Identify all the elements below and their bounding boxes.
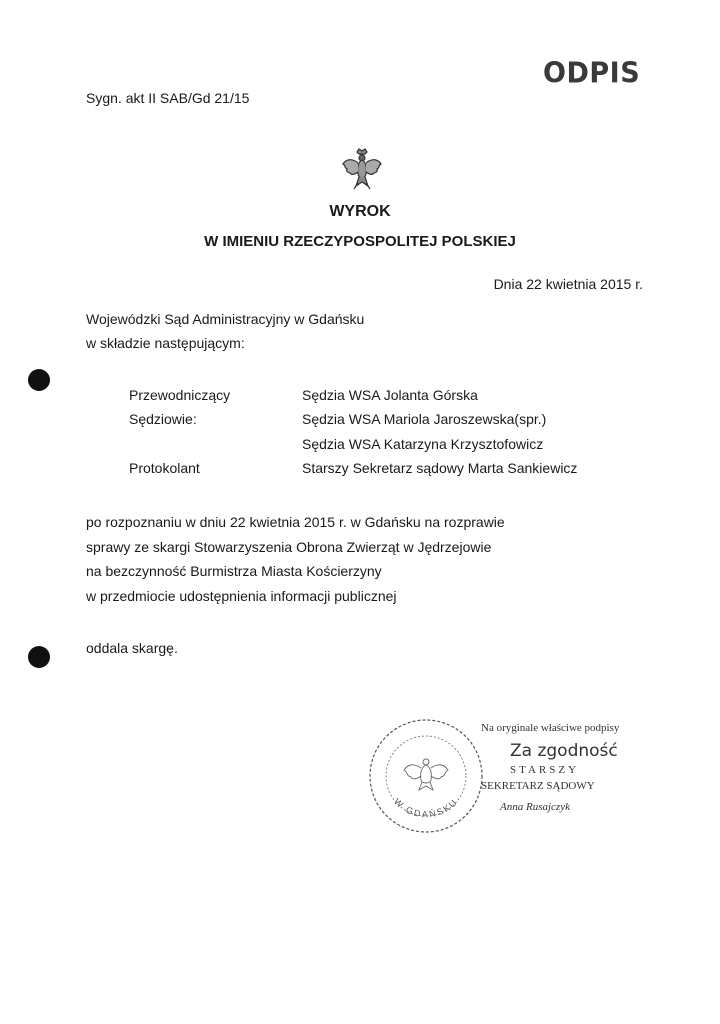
panel-person: Sędzia WSA Katarzyna Krzysztofowicz: [302, 436, 544, 452]
seal-text: W GDAŃSKU: [392, 796, 460, 820]
composition-intro: w składzie następującym:: [86, 335, 245, 351]
panel-person: Sędzia WSA Jolanta Górska: [302, 387, 478, 403]
panel-role: Protokolant: [129, 460, 200, 476]
body-line: sprawy ze skargi Stowarzyszenia Obrona Zwierząt w Jędrzejowie: [86, 539, 492, 555]
body-line: po rozpoznaniu w dniu 22 kwietnia 2015 r. w Gdańsku na rozprawie: [86, 514, 505, 530]
document-title: WYROK: [329, 203, 391, 220]
punch-hole: [28, 369, 50, 391]
court-name: Wojewódzki Sąd Administracyjny w Gdańsku: [86, 311, 365, 327]
svg-text:W GDAŃSKU: [392, 796, 460, 819]
certification-line: Na oryginale właściwe podpisy: [481, 722, 620, 734]
verdict: oddala skargę.: [86, 640, 178, 656]
copy-stamp: ODPIS: [543, 57, 641, 90]
polish-eagle-emblem-icon: [340, 146, 384, 192]
panel-person: Starszy Sekretarz sądowy Marta Sankiewicz: [302, 460, 578, 476]
panel-role: Przewodniczący: [129, 387, 231, 403]
body-line: w przedmiocie udostępnienia informacji publicznej: [86, 588, 397, 604]
document-subtitle: W IMIENIU RZECZYPOSPOLITEJ POLSKIEJ: [204, 233, 516, 250]
certification-signature: Anna Rusajczyk: [500, 801, 570, 813]
case-signature: Sygn. akt II SAB/Gd 21/15: [86, 90, 250, 106]
body-line: na bezczynność Burmistrza Miasta Kościerzyny: [86, 563, 382, 579]
judgment-date: Dnia 22 kwietnia 2015 r.: [493, 276, 643, 292]
punch-hole: [28, 646, 50, 668]
court-seal-icon: [366, 716, 486, 836]
panel-person: Sędzia WSA Mariola Jaroszewska(spr.): [302, 411, 547, 427]
panel-role: Sędziowie:: [129, 411, 197, 427]
certification-title: SEKRETARZ SĄDOWY: [481, 780, 595, 792]
certification-title: STARSZY: [510, 764, 580, 776]
certification-heading: Za zgodność: [510, 741, 618, 761]
